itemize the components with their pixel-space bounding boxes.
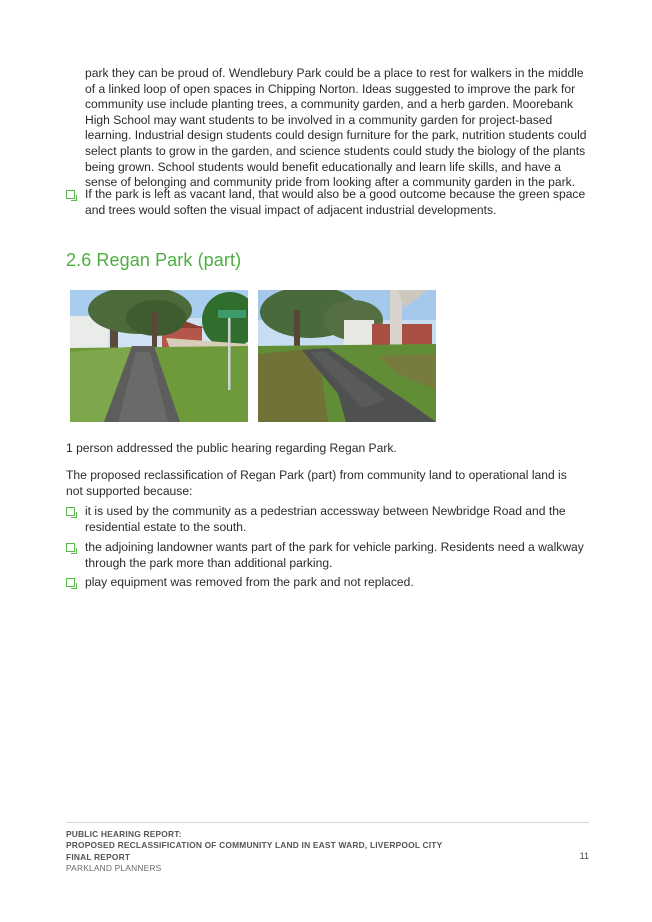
bullet-vacant-land [66, 187, 591, 218]
bullet-text: play equipment was removed from the park and not replaced. [85, 575, 414, 589]
footer-report-subtitle: PROPOSED RECLASSIFICATION OF COMMUNITY LAND IN EAST WARD, LIVERPOOL CITY [66, 840, 443, 851]
green-square-bullet-icon [66, 578, 75, 587]
footer-report-title: PUBLIC HEARING REPORT: [66, 829, 182, 839]
green-square-bullet-icon [66, 507, 75, 516]
bullet-text: it is used by the community as a pedestrian accessway between Newbridge Road and the residential estate to the south. [85, 504, 566, 534]
intro-paragraph-text: park they can be proud of. Wendlebury Park could be a place to rest for walkers in the middle of a linked loop of open spaces in Chipping Norton. Ideas suggested to improve the park for community use include planting trees, a community garden, and a herb garden. Moorebank High School may want students to be involved in a community garden for project-based learning. Industrial design students could design furniture for the park, nutrition students could select plants to grow in the garden, and science students could study the biology of the plants being grown. School students would benefit educationally and learn life skills, and have a sense of belonging and community pride from looking after a community garden in the park. [85, 66, 587, 190]
green-square-bullet-icon [66, 543, 75, 552]
section-heading: 2.6 Regan Park (part) [66, 250, 242, 270]
footer-report-status: FINAL REPORT [66, 851, 131, 862]
footer-author: PARKLAND PLANNERS [66, 862, 162, 873]
intro-paragraph-continued [85, 66, 590, 191]
bullet-reason-2 [66, 540, 591, 571]
page-footer [66, 829, 589, 874]
hearing-paragraph [66, 441, 586, 457]
bullet-text: the adjoining landowner wants part of the park for vehicle parking. Residents need a walkway through the park more than additional parking. [85, 540, 584, 570]
footer-divider [66, 822, 589, 823]
bullet-text: If the park is left as vacant land, that would also be a good outcome because the green space and trees would soften the visual impact of adjacent industrial developments. [85, 187, 586, 217]
proposal-text: The proposed reclassification of Regan Park (part) from community land to operational land is not supported because: [66, 468, 567, 498]
proposal-paragraph [66, 468, 586, 499]
bullet-reason-3 [66, 575, 591, 591]
regan-park-photo-left [70, 290, 248, 422]
page-number: 11 [579, 851, 589, 861]
bullet-reason-1 [66, 504, 591, 535]
green-square-bullet-icon [66, 190, 75, 199]
regan-park-photo-right [258, 290, 436, 422]
hearing-text: 1 person addressed the public hearing regarding Regan Park. [66, 441, 397, 455]
